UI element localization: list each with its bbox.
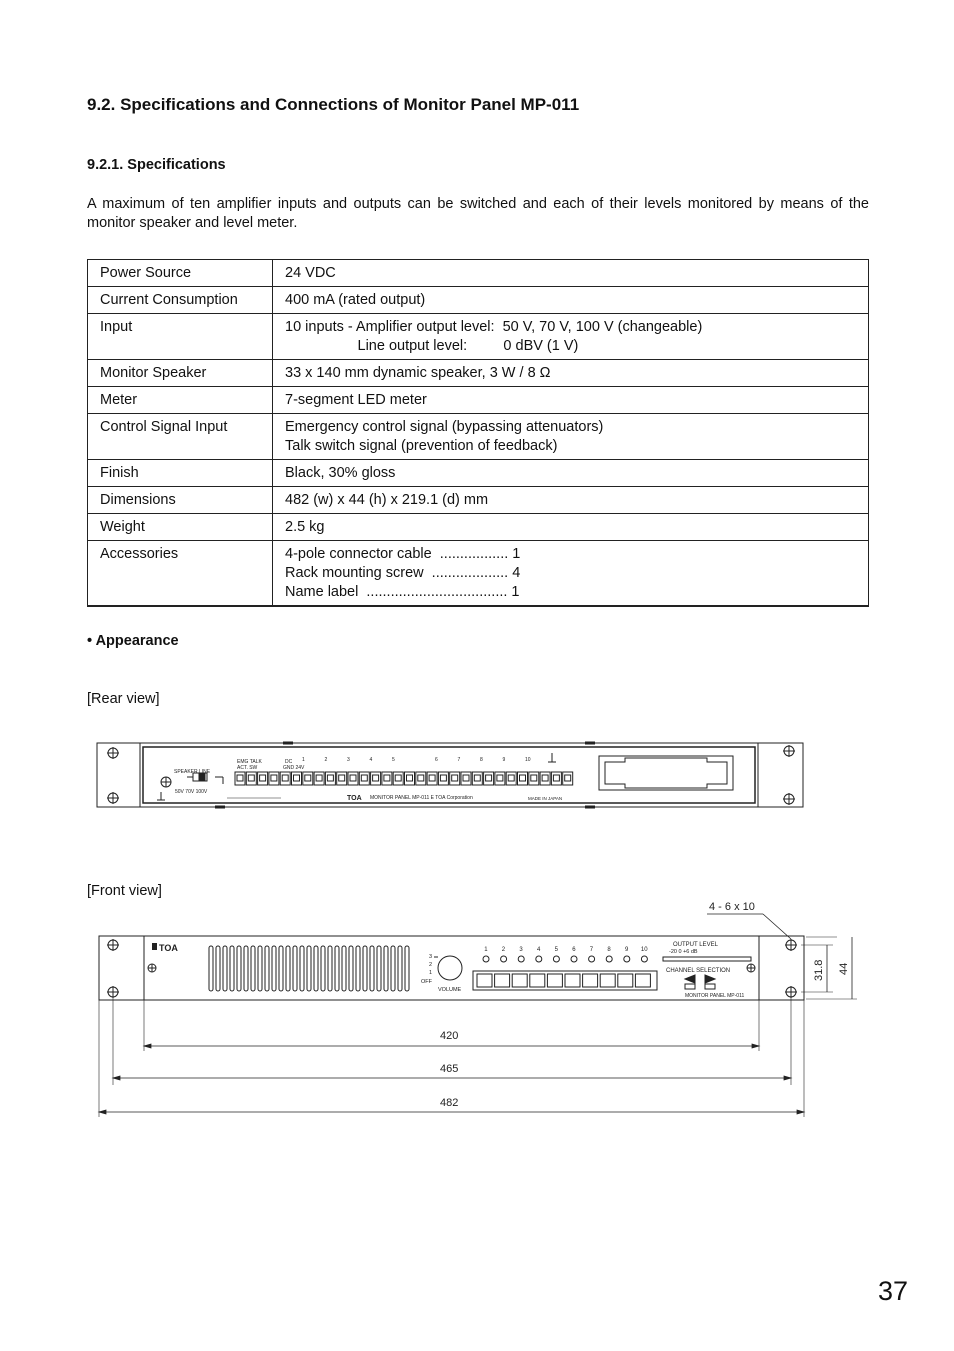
rear-channel-number: 8 bbox=[480, 757, 483, 763]
selection-button bbox=[477, 974, 492, 987]
front-channel-number: 5 bbox=[554, 947, 558, 953]
spec-label: Monitor Speaker bbox=[88, 360, 273, 387]
spec-value-line: 400 mA (rated output) bbox=[285, 292, 426, 308]
height-inner-label: 31.8 bbox=[813, 959, 825, 981]
terminal-screw-head bbox=[339, 775, 345, 781]
grille-slot bbox=[356, 946, 360, 991]
grille-slot bbox=[363, 946, 367, 991]
terminal-screw-head bbox=[497, 775, 503, 781]
spec-row bbox=[88, 287, 869, 314]
spec-value-line: 10 inputs - Amplifier output level: 50 V, 70 V, 100 V (changeable) bbox=[285, 319, 703, 335]
spec-label: Dimensions bbox=[88, 487, 273, 514]
terminal-screw-head bbox=[282, 775, 288, 781]
grille-slot bbox=[223, 946, 227, 991]
terminal-screw-head bbox=[248, 775, 254, 781]
front-channel-number: 10 bbox=[640, 947, 648, 953]
grille-slot bbox=[384, 946, 388, 991]
terminal-screw-head bbox=[520, 775, 526, 781]
grille-slot bbox=[293, 946, 297, 991]
channel-led bbox=[536, 956, 542, 962]
spec-row bbox=[88, 514, 869, 541]
grille-slot bbox=[286, 946, 290, 991]
width-mid-label: 465 bbox=[440, 1063, 459, 1075]
terminal-screw-head bbox=[384, 775, 390, 781]
channel-leds bbox=[483, 956, 647, 962]
rear-channel-number: 5 bbox=[392, 757, 395, 763]
spec-row bbox=[88, 414, 869, 460]
grille-slot bbox=[258, 946, 262, 991]
volume-mark: 1 bbox=[429, 970, 433, 976]
front-channel-number: 1 bbox=[484, 947, 488, 953]
terminal-screw-head bbox=[361, 775, 367, 781]
spec-value-line: Black, 30% gloss bbox=[285, 465, 396, 481]
spec-row bbox=[88, 460, 869, 487]
terminal-screw-head bbox=[440, 775, 446, 781]
terminal-screw-head bbox=[395, 775, 401, 781]
front-channel-number: 2 bbox=[501, 947, 506, 953]
grille-slot bbox=[405, 946, 409, 991]
spec-value bbox=[273, 387, 869, 414]
spec-value-line: Rack mounting screw ................... 4 bbox=[285, 565, 521, 581]
spec-value-line: 482 (w) x 44 (h) x 219.1 (d) mm bbox=[285, 492, 489, 508]
speaker-line-label: SPEAKER LINE bbox=[174, 769, 211, 775]
width-outer-label: 482 bbox=[440, 1097, 459, 1109]
intro-paragraph: A maximum of ten amplifier inputs and outputs can be switched and each of their levels monitored by means of the monitor speaker and level meter. bbox=[87, 196, 869, 231]
terminal-screw-head bbox=[474, 775, 480, 781]
terminal-screw-head bbox=[305, 775, 311, 781]
grille-slot bbox=[307, 946, 311, 991]
dc-label: DC bbox=[285, 759, 293, 765]
spec-label: Control Signal Input bbox=[88, 414, 273, 460]
toa-logo: TOA bbox=[159, 943, 178, 953]
spec-value-line: Emergency control signal (bypassing attenuators) bbox=[285, 419, 604, 435]
terminal-screw-head bbox=[294, 775, 300, 781]
rear-channel-number: 7 bbox=[457, 757, 461, 763]
volume-knob bbox=[438, 956, 462, 980]
selection-button bbox=[583, 974, 598, 987]
page-number: 37 bbox=[878, 1276, 909, 1306]
channel-led bbox=[624, 956, 630, 962]
terminal-screw-head bbox=[237, 775, 243, 781]
volume-label: VOLUME bbox=[438, 987, 462, 993]
grille-slot bbox=[377, 946, 381, 991]
selection-button bbox=[618, 974, 633, 987]
spec-label: Weight bbox=[88, 514, 273, 541]
selection-button bbox=[495, 974, 510, 987]
front-channel-number: 9 bbox=[625, 947, 629, 953]
terminal-screw-head bbox=[316, 775, 322, 781]
spec-row bbox=[88, 541, 869, 607]
front-channel-number: 8 bbox=[607, 947, 611, 953]
spec-value bbox=[273, 514, 869, 541]
terminal-screw-head bbox=[260, 775, 266, 781]
rear-channel-number: 10 bbox=[525, 757, 531, 763]
grille-slot bbox=[314, 946, 318, 991]
appearance-heading: • Appearance bbox=[87, 633, 179, 649]
grille-slot bbox=[265, 946, 269, 991]
terminal-screw-head bbox=[373, 775, 379, 781]
grille-slot bbox=[230, 946, 234, 991]
grille-slot bbox=[321, 946, 325, 991]
grille-slot bbox=[342, 946, 346, 991]
volume-mark: 3 bbox=[429, 954, 433, 960]
model-label: MONITOR PANEL MP-011 bbox=[685, 993, 745, 999]
spec-label: Current Consumption bbox=[88, 287, 273, 314]
spec-value bbox=[273, 360, 869, 387]
terminal-screw-head bbox=[350, 775, 356, 781]
rear-view-label: [Rear view] bbox=[87, 691, 160, 707]
emg-talk-label: EMG TALK bbox=[237, 759, 262, 765]
grille-slot bbox=[209, 946, 213, 991]
gnd-24v-label: GND 24V bbox=[283, 765, 305, 771]
grille-slot bbox=[251, 946, 255, 991]
arrow-left-icon bbox=[685, 975, 695, 983]
terminal-screw-head bbox=[542, 775, 548, 781]
channel-led bbox=[641, 956, 647, 962]
volume-mark: OFF bbox=[421, 979, 432, 985]
grille-slot bbox=[328, 946, 332, 991]
terminal-screw-head bbox=[452, 775, 458, 781]
terminal-screw-head bbox=[463, 775, 469, 781]
spec-value bbox=[273, 460, 869, 487]
act-sw-label: ACT. SW bbox=[237, 765, 258, 771]
spec-value-line: 7-segment LED meter bbox=[285, 392, 427, 408]
spec-row bbox=[88, 487, 869, 514]
rear-channel-number: 1 bbox=[302, 757, 305, 763]
rear-channel-number: 4 bbox=[369, 757, 373, 763]
spec-value bbox=[273, 487, 869, 514]
grille-slot bbox=[279, 946, 283, 991]
spec-value-line: 2.5 kg bbox=[285, 519, 325, 535]
grille-slot bbox=[391, 946, 395, 991]
output-level-scale: -20 0 +6 dB bbox=[669, 949, 698, 955]
channel-led bbox=[553, 956, 559, 962]
terminal-screw-head bbox=[327, 775, 333, 781]
selection-button bbox=[512, 974, 527, 987]
grille-slot bbox=[237, 946, 241, 991]
spec-value bbox=[273, 260, 869, 287]
selection-button bbox=[530, 974, 545, 987]
width-inner-label: 420 bbox=[440, 1030, 459, 1042]
spec-row bbox=[88, 360, 869, 387]
arrow-right-icon bbox=[705, 975, 715, 983]
terminal-screw-head bbox=[531, 775, 537, 781]
grille-slot bbox=[335, 946, 339, 991]
terminal-screw-head bbox=[418, 775, 424, 781]
front-channel-number: 7 bbox=[589, 947, 594, 953]
terminal-screw-head bbox=[407, 775, 413, 781]
rear-channel-number: 9 bbox=[502, 757, 506, 763]
front-channel-number: 6 bbox=[572, 947, 576, 953]
grille-slot bbox=[272, 946, 276, 991]
rear-channel-number: 2 bbox=[324, 757, 328, 763]
terminal-screw-head bbox=[486, 775, 492, 781]
channel-selection-label: CHANNEL SELECTION bbox=[666, 968, 731, 974]
spec-value bbox=[273, 314, 869, 360]
front-channel-number: 3 bbox=[519, 947, 523, 953]
spec-label: Power Source bbox=[88, 260, 273, 287]
rear-brand-line: MONITOR PANEL MP-011 E TOA Corporation bbox=[370, 795, 473, 801]
speaker-grille bbox=[209, 946, 409, 991]
selection-button bbox=[565, 974, 580, 987]
spec-row bbox=[88, 260, 869, 287]
terminal-screw-head bbox=[508, 775, 514, 781]
height-outer-label: 44 bbox=[838, 962, 850, 975]
grille-slot bbox=[349, 946, 353, 991]
spec-value bbox=[273, 287, 869, 314]
grille-slot bbox=[216, 946, 220, 991]
subsection-title: 9.2.1. Specifications bbox=[87, 157, 226, 173]
voltage-options: 50V 70V 100V bbox=[175, 789, 208, 795]
terminal-block bbox=[235, 772, 573, 785]
hole-spec-label: 4 - 6 x 10 bbox=[709, 901, 755, 913]
selection-button bbox=[600, 974, 615, 987]
front-view-drawing bbox=[95, 895, 865, 1125]
channel-led bbox=[606, 956, 612, 962]
spec-value-line: Talk switch signal (prevention of feedback) bbox=[285, 438, 558, 454]
grille-slot bbox=[300, 946, 304, 991]
spec-row bbox=[88, 387, 869, 414]
volume-mark: 2 bbox=[429, 962, 433, 968]
spec-label: Accessories bbox=[88, 541, 273, 607]
channel-led bbox=[589, 956, 595, 962]
level-meter bbox=[663, 957, 751, 961]
channel-led bbox=[501, 956, 507, 962]
spec-value-line: 24 VDC bbox=[285, 265, 336, 281]
made-in-label: MADE IN JAPAN bbox=[528, 796, 563, 801]
spec-label: Input bbox=[88, 314, 273, 360]
spec-value bbox=[273, 414, 869, 460]
spec-value-line: Name label ................................... 1 bbox=[285, 584, 520, 600]
rear-view-drawing bbox=[95, 740, 807, 812]
spec-value-line: 33 x 140 mm dynamic speaker, 3 W / 8 Ω bbox=[285, 365, 551, 381]
spec-row bbox=[88, 314, 869, 360]
spec-value bbox=[273, 541, 869, 607]
toa-logo: TOA bbox=[347, 795, 362, 802]
spec-value-line: Line output level: 0 dBV (1 V) bbox=[285, 338, 579, 354]
specifications-table bbox=[87, 259, 869, 607]
channel-led bbox=[571, 956, 577, 962]
terminal-screw-head bbox=[429, 775, 435, 781]
rear-channel-number: 3 bbox=[347, 757, 350, 763]
terminal-screw-head bbox=[553, 775, 559, 781]
terminal-screw-head bbox=[271, 775, 277, 781]
terminal-screw-head bbox=[565, 775, 571, 781]
selection-button bbox=[547, 974, 562, 987]
front-channel-number: 4 bbox=[537, 947, 541, 953]
selection-button bbox=[635, 974, 650, 987]
grille-slot bbox=[370, 946, 374, 991]
grille-slot bbox=[398, 946, 402, 991]
grille-slot bbox=[244, 946, 248, 991]
front-view-label: [Front view] bbox=[87, 883, 162, 899]
spec-label: Finish bbox=[88, 460, 273, 487]
section-title: 9.2. Specifications and Connections of Monitor Panel MP-011 bbox=[87, 95, 580, 114]
spec-label: Meter bbox=[88, 387, 273, 414]
channel-led bbox=[483, 956, 489, 962]
channel-led bbox=[518, 956, 524, 962]
rear-channel-number: 6 bbox=[435, 757, 438, 763]
spec-value-line: 4-pole connector cable ................. 1 bbox=[285, 546, 521, 562]
output-level-label: OUTPUT LEVEL bbox=[673, 942, 718, 948]
